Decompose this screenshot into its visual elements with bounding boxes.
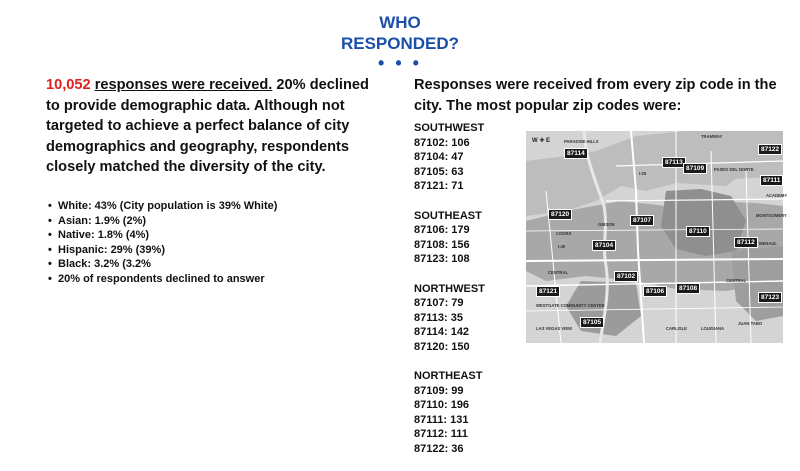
map-place-label: CENTRAL [726,278,747,283]
zip-count: 87122: 36 [414,443,464,456]
region-name: SOUTHEAST [414,209,482,222]
map-zip-label: 87123 [758,292,782,303]
zip-count: 87109: 99 [414,384,464,397]
demographic-item: • Asian: 1.9% (2%) [46,214,346,229]
zip-count: 87106: 179 [414,224,470,237]
zip-count: 87104: 47 [414,151,464,164]
map-zip-label: 87102 [614,271,638,282]
map-zip-label: 87107 [630,215,654,226]
zip-code-map [526,131,788,343]
zip-count: 87107: 79 [414,297,464,310]
map-place-label: I-25 [639,171,647,176]
zip-count: 87105: 63 [414,165,464,178]
map-place-label: TRAMWAY [701,134,723,139]
demographic-item: • Black: 3.2% (3.2% [46,257,346,272]
map-zip-label: 87114 [564,148,588,159]
zip-count: 87120: 150 [414,340,470,353]
demographic-item: • Hispanic: 29% (39%) [46,243,346,258]
zip-count: 87113: 35 [414,311,463,324]
map-place-label: PARADISE HILLS [564,139,599,144]
zip-count: 87123: 108 [414,253,470,266]
intro-block [46,75,376,178]
zip-count: 87114: 142 [414,326,470,339]
map-zip-label: 87121 [536,286,560,297]
compass-icon: W ✚ E [532,138,551,144]
demographic-item: • White: 43% (City population is 39% White) [46,199,346,214]
region-northeast [414,369,534,457]
region-name: SOUTHWEST [414,122,485,134]
map-place-label: JUAN TABO [738,321,763,326]
title-line-1: WHO [379,13,421,32]
map-zip-label: 87109 [683,163,707,174]
map-place-label: MENAUL [759,241,777,246]
map-place-label: ACADEMY [766,193,788,198]
map-zip-label: 87120 [548,209,572,220]
page-title [0,12,800,54]
zip-count: 87108: 156 [414,238,470,251]
intro-paragraph [46,75,376,178]
zip-count: 87102: 106 [414,136,470,149]
region-southeast [414,209,534,267]
zip-count: 87121: 71 [414,180,464,193]
map-zip-label: 87106 [643,286,667,297]
map-place-label: COORS [556,231,572,236]
map-zip-label: 87122 [758,144,782,155]
region-northwest [414,282,534,355]
map-place-label: WESTGATE COMMUNITY CENTER [536,303,605,308]
responses-heading: Responses were received from every zip code in the city. The most popular zip codes were: [414,77,777,114]
demographic-item: • 20% of respondents declined to answer [46,272,346,287]
region-name: NORTHEAST [414,370,483,383]
map-place-label: LAS VEGAS VIEW [536,326,573,331]
zip-count: 87112: 111 [414,428,468,441]
map-place-label: CARLISLE [666,326,687,331]
response-count: 10,052 [46,77,91,93]
map-place-label: LOUISIANA [701,326,725,331]
map-place-label: I-40 [558,244,566,249]
demographic-item: • Native: 1.8% (4%) [46,228,346,243]
demographics-list [46,199,346,286]
map-zip-label: 87113 [662,157,686,168]
map-zip-label: 87105 [580,317,604,328]
map-place-label: CENTRAL [548,270,569,275]
title-dots: • • • [378,53,422,73]
region-name: NORTHWEST [414,282,485,295]
responses-received-text: responses were received. [94,77,273,93]
map-place-label: PASEO DEL NORTE [714,167,754,172]
map-zip-label: 87108 [676,283,700,294]
region-list [414,121,534,471]
map-zip-label: 87110 [686,226,710,237]
map-place-label: GIBSON [598,222,615,227]
region-southwest [414,121,534,194]
zip-count: 87110: 196 [414,399,470,412]
map-zip-label: 87112 [734,237,758,248]
title-line-2: RESPONDED? [340,34,460,53]
zip-count: 87111: 131 [414,413,469,426]
intro-rest-text: 20% declined to provide demographic data. Although not targeted to achieve a perfect balance of city demographics and geography, respondents closely matched the diversity of the city. [46,77,369,175]
map-zip-label: 87111 [760,175,783,186]
map-zip-label: 87104 [592,240,616,251]
map-place-label: MONTGOMERY [756,213,787,218]
